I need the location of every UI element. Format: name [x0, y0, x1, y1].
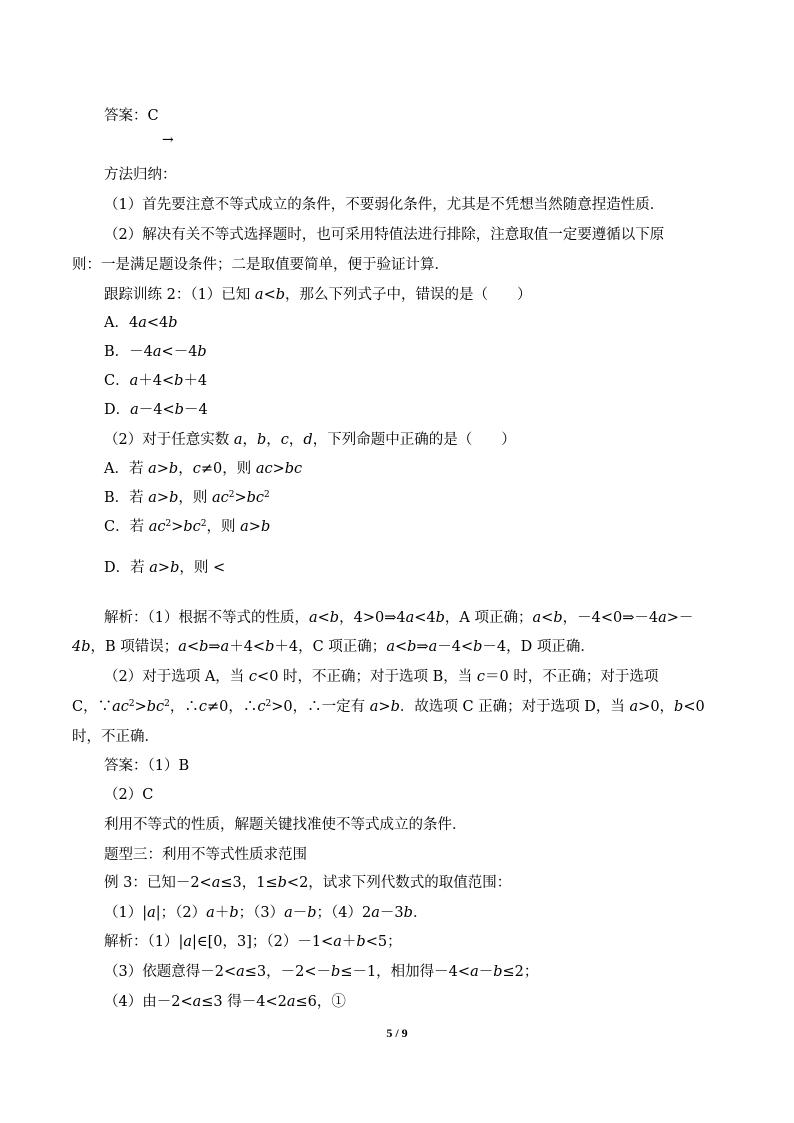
answer-line-1 [104, 106, 159, 126]
var-b: b [473, 639, 483, 655]
var-b: b [257, 432, 267, 448]
var-a: a [147, 905, 156, 921]
var-b: b [168, 461, 179, 477]
superscript: 2 [164, 699, 170, 709]
method-point-2a-text: （2）解决有关不等式选择题时，也可采用特值法进行排除，注意取值一定要遵循以下原 [104, 227, 665, 243]
solution-text: ≤6，① [295, 994, 346, 1010]
example-3-items [104, 903, 427, 923]
method-point-1-text: （1）首先要注意不等式成立的条件，不要弱化条件，尤其是不凭想当然随意捏造性质． [104, 197, 665, 213]
var-a: a [254, 287, 264, 303]
type3-heading [104, 845, 307, 865]
symbol: > [134, 699, 147, 715]
track-exercise-question-2 [104, 430, 516, 450]
symbol: <0 [683, 699, 705, 715]
var-bc: bc [284, 461, 303, 477]
solution-text: ≤3 得－4<2 [201, 994, 287, 1010]
symbol: > [156, 461, 169, 477]
symbol: < [541, 610, 554, 626]
solution-text: >0，∴一定有 [271, 699, 370, 715]
var-b: b [277, 875, 287, 891]
option-1-c [104, 371, 207, 391]
example-3-solution-1 [104, 932, 402, 952]
method-title [104, 165, 177, 185]
method-point-2-line-2 [72, 255, 449, 275]
question-text: （2）对于任意实数 [104, 432, 234, 448]
solution-text: ≤3，－2<－ [244, 964, 332, 980]
var-b: b [174, 373, 184, 389]
var-a: a [152, 344, 162, 360]
vector-arrow-icon: → [162, 132, 174, 148]
var-a: a [148, 461, 157, 477]
symbol: > [378, 699, 391, 715]
var-a: a [148, 490, 157, 506]
var-a: a [405, 610, 415, 626]
example-text: 例 3：已知－2< [104, 875, 212, 891]
example-3-statement [104, 873, 511, 893]
symbol: ⇒ [208, 639, 221, 655]
superscript: 2 [128, 699, 135, 709]
symbol: －3 [379, 905, 404, 921]
symbol: < [317, 610, 330, 626]
var-a: a [138, 315, 147, 331]
symbol: < [394, 639, 408, 655]
var-ac: ac [211, 490, 229, 506]
method-point-2b-text: 则：一是满足题设条件；二是取值要简单，便于验证计算． [72, 257, 449, 273]
var-a: a [284, 905, 293, 921]
var-c: c [280, 432, 289, 448]
method-point-1 [104, 195, 664, 215]
symbol: >0， [638, 699, 675, 715]
symbol: ＋4< [138, 373, 175, 389]
solution-text: ．故选项 C 正确；对于选项 D，当 [399, 699, 630, 715]
solution-text: ，B 项错误； [90, 639, 179, 655]
var-b: 4b [72, 639, 91, 655]
var-a: a [220, 639, 230, 655]
summary-text: 利用不等式的性质，解题关键找准使不等式成立的条件． [104, 817, 467, 833]
solution-text: 解析：（1）| [104, 934, 184, 950]
solution-text: ＋4，C 项正确； [274, 639, 387, 655]
var-b: b [260, 519, 271, 535]
var-b: b [403, 905, 413, 921]
var-a: a [371, 905, 380, 921]
symbol: <4 [414, 610, 436, 626]
var-bc: bc [183, 519, 201, 535]
answer-line-3 [104, 785, 153, 805]
var-a: a [629, 699, 639, 715]
symbol: > [234, 490, 247, 506]
solution-line-5 [72, 727, 159, 747]
symbol: －4 [183, 402, 208, 418]
var-b: b [265, 639, 275, 655]
var-c: c [192, 461, 201, 477]
symbol: <4 [146, 315, 169, 331]
var-b: b [197, 344, 207, 360]
option-label: A．4 [104, 315, 139, 331]
solution-text: <5； [365, 934, 402, 950]
option-2-a [104, 459, 302, 479]
solution-text: |∈[0，3]；（2）－1< [192, 934, 334, 950]
var-a: a [470, 964, 479, 980]
var-a: a [233, 432, 243, 448]
symbol: > [272, 461, 285, 477]
var-a: a [236, 964, 245, 980]
solution-text: ≤－1，相加得－4< [340, 964, 471, 980]
superscript: 2 [200, 519, 207, 529]
symbol: ，则 [178, 490, 212, 506]
method-point-2-line-1 [104, 225, 664, 245]
symbol: ⇒ [416, 639, 429, 655]
var-b: b [169, 490, 179, 506]
example-text: （1）| [104, 905, 148, 921]
option-label: D．若 [104, 560, 150, 576]
var-a: a [532, 610, 542, 626]
symbol: > [156, 490, 170, 506]
var-b: b [174, 402, 184, 418]
solution-text: －4，D 项正确． [482, 639, 595, 655]
solution-text: 时，不正确． [72, 729, 159, 745]
var-a: a [369, 699, 379, 715]
solution-text: ＝0 时，不正确；对于选项 [485, 669, 659, 685]
var-bc: bc [146, 699, 165, 715]
heading-text: 题型三：利用不等式性质求范围 [104, 847, 307, 863]
answer-text: 答案：（1）B [104, 758, 190, 774]
var-c: c [476, 669, 486, 685]
symbol: >－ [666, 610, 694, 626]
example-text: |；（2） [155, 905, 207, 921]
symbol: ， [242, 432, 257, 448]
solution-text: 解析：（1）根据不等式的性质， [104, 610, 309, 626]
var-a: a [240, 519, 249, 535]
answer-text: 答案：C [104, 108, 159, 124]
symbol: ＋ [214, 905, 230, 921]
symbol: ，则 < [179, 560, 226, 576]
example-text: ；（3） [238, 905, 285, 921]
summary-line [104, 815, 467, 835]
symbol: －4< [437, 639, 474, 655]
var-a: a [658, 610, 667, 626]
symbol: < [263, 287, 276, 303]
var-ac: ac [148, 519, 166, 535]
symbol: <－4 [161, 344, 198, 360]
var-a: a [308, 610, 318, 626]
example-text: ≤3，1≤ [220, 875, 278, 891]
track-intro: 跟踪训练 2：（1）已知 [104, 287, 255, 303]
answer-text: （2）C [104, 787, 154, 803]
var-a: a [333, 934, 342, 950]
var-b: b [307, 905, 317, 921]
var-a: a [428, 639, 438, 655]
var-a: a [206, 905, 215, 921]
symbol: > [248, 519, 261, 535]
option-1-b [104, 342, 207, 362]
var-b: b [331, 964, 341, 980]
symbol: ， [288, 432, 304, 448]
option-label: A．若 [104, 461, 149, 477]
solution-text: ，A 项正确； [444, 610, 533, 626]
option-1-a [104, 313, 178, 333]
option-label: B．若 [104, 490, 149, 506]
solution-text: （3）依题意得－2< [104, 964, 237, 980]
var-b: b [407, 639, 417, 655]
example-3-solution-4 [104, 992, 346, 1012]
var-b: b [168, 315, 178, 331]
track-question: ，那么下列式子中，错误的是（ ） [285, 287, 532, 303]
example-text: <2，试求下列代数式的取值范围： [286, 875, 512, 891]
solution-text: ，－4<0⇒－4 [562, 610, 659, 626]
symbol: ＋ [341, 934, 357, 950]
option-2-c [104, 517, 270, 537]
symbol: ，∴ [169, 699, 199, 715]
var-b: b [390, 699, 400, 715]
symbol: －4< [138, 402, 175, 418]
symbol: ≠0，则 [200, 461, 256, 477]
var-a: a [192, 994, 202, 1010]
superscript: 2 [165, 519, 172, 529]
solution-text: （4）由－2< [104, 994, 193, 1010]
option-label: C． [104, 373, 130, 389]
var-c: c [257, 699, 266, 715]
var-b: b [329, 610, 340, 626]
var-a: a [149, 560, 158, 576]
option-2-b [104, 488, 270, 508]
symbol: ， [266, 432, 281, 448]
solution-text: （2）对于选项 A，当 [104, 669, 249, 685]
page-number: 5 / 9 [386, 1026, 408, 1040]
symbol: ． [412, 905, 428, 921]
symbol: － [478, 964, 494, 980]
var-d: d [303, 432, 313, 448]
option-label: B．－4 [104, 344, 153, 360]
option-label: D． [104, 402, 131, 418]
solution-text: <0 时，不正确；对于选项 B，当 [257, 669, 477, 685]
var-c: c [248, 669, 258, 685]
var-a: a [130, 402, 139, 418]
solution-text: ≤2； [502, 964, 539, 980]
var-b: b [170, 560, 180, 576]
var-bc: bc [246, 490, 265, 506]
symbol: － [292, 905, 308, 921]
example-3-solution-3 [104, 962, 538, 982]
var-c: c [198, 699, 208, 715]
var-b: b [493, 964, 503, 980]
option-2-d [104, 558, 225, 578]
symbol: ， [178, 461, 193, 477]
symbol: ＋4 [183, 373, 208, 389]
solution-line-1 [104, 608, 693, 628]
symbol: ，则 [206, 519, 241, 535]
var-b: b [229, 905, 239, 921]
superscript: 2 [264, 490, 270, 500]
solution-text: ，4>0⇒4 [339, 610, 406, 626]
solution-text: C，∵ [72, 699, 113, 715]
symbol: > [157, 560, 171, 576]
var-b: b [275, 287, 286, 303]
option-label: C．若 [104, 519, 149, 535]
answer-line-2 [104, 756, 189, 776]
solution-line-3 [104, 667, 658, 687]
var-a: a [183, 934, 193, 950]
var-b: b [435, 610, 445, 626]
var-a: a [286, 994, 296, 1010]
question-text: ，下列命题中正确的是（ ） [312, 432, 516, 448]
var-ac: ac [112, 699, 129, 715]
method-title-text: 方法归纳： [104, 167, 177, 183]
option-1-d [104, 400, 208, 420]
var-a: a [178, 639, 187, 655]
superscript: 2 [228, 490, 235, 500]
var-b: b [553, 610, 563, 626]
symbol: ＋4< [229, 639, 266, 655]
solution-line-2 [72, 637, 595, 657]
symbol: > [171, 519, 184, 535]
example-text: ；（4）2 [316, 905, 372, 921]
var-a: a [211, 875, 221, 891]
var-b: b [674, 699, 684, 715]
var-a: a [129, 373, 139, 389]
superscript: 2 [265, 699, 272, 709]
solution-line-4 [72, 697, 705, 717]
var-b: b [356, 934, 366, 950]
var-b: b [199, 639, 209, 655]
track-exercise-question-1 [104, 285, 532, 305]
symbol: < [186, 639, 200, 655]
var-ac: ac [255, 461, 273, 477]
var-a: a [386, 639, 395, 655]
symbol: ≠0，∴ [207, 699, 258, 715]
